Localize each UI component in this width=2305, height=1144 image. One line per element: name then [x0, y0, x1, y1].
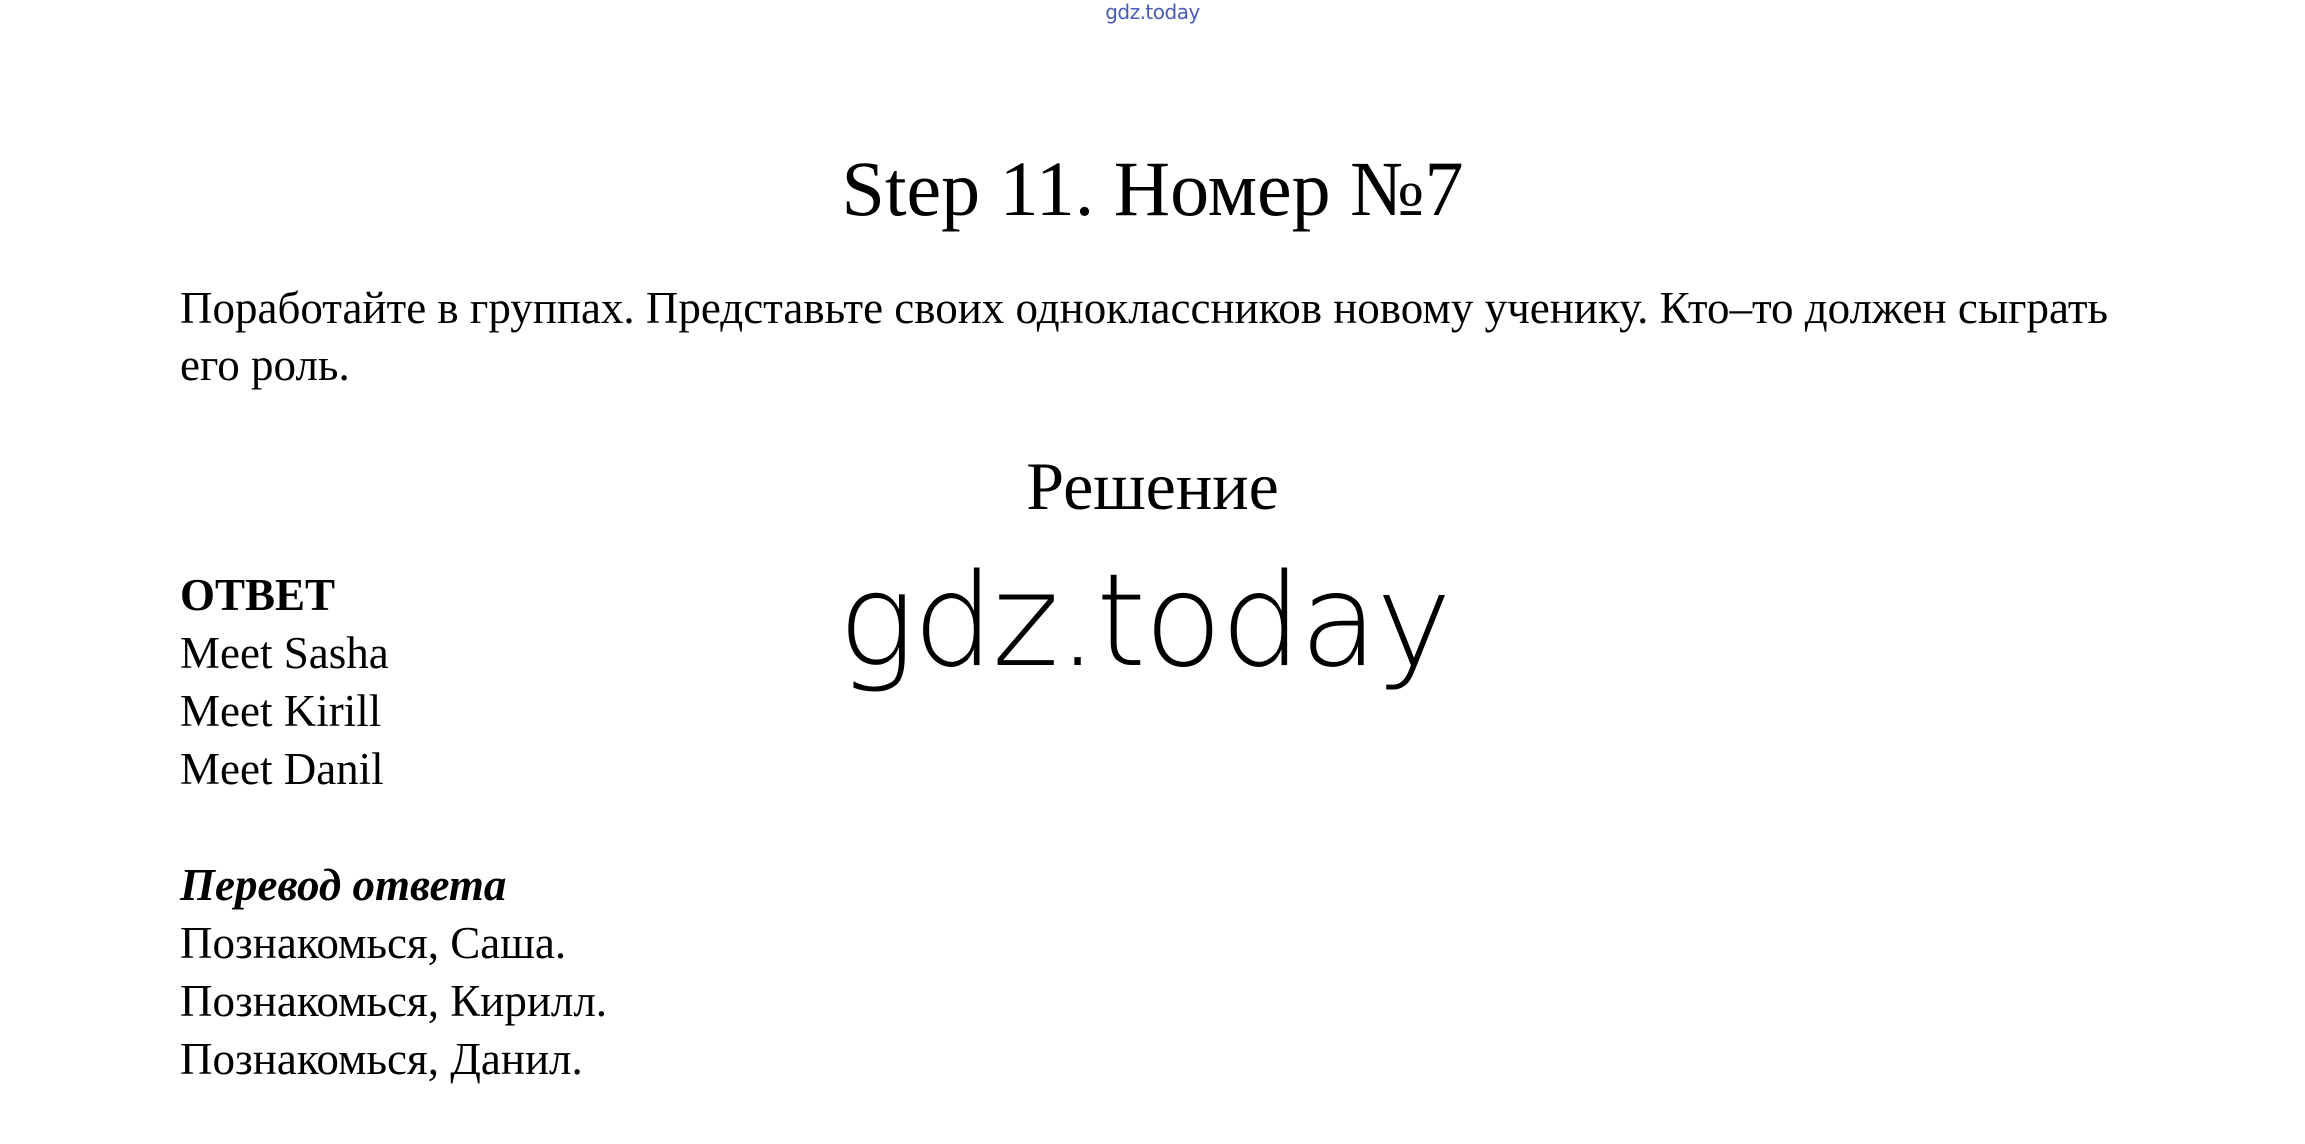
answer-line: Meet Kirill [180, 686, 382, 736]
top-watermark-text: gdz.today [1105, 0, 1200, 24]
solution-heading: Решение [1026, 448, 1279, 524]
answer-line: Meet Sasha [180, 628, 389, 678]
main-watermark-logo: gdz.today [838, 547, 1450, 696]
translation-label: Перевод ответа [180, 860, 507, 910]
translation-line: Познакомься, Кирилл. [180, 976, 608, 1026]
task-text: Поработайте в группах. Представьте своих одноклассников новому ученику. Кто–то должен сыграть его роль. [180, 283, 2109, 390]
answer-block [180, 566, 607, 1088]
translation-line: Познакомься, Данил. [180, 1034, 583, 1084]
translation-line: Познакомься, Саша. [180, 918, 567, 968]
answer-label: ОТВЕТ [180, 570, 336, 620]
answer-line: Meet Danil [180, 744, 384, 794]
page-title: Step 11. Номер №7 [841, 145, 1464, 232]
